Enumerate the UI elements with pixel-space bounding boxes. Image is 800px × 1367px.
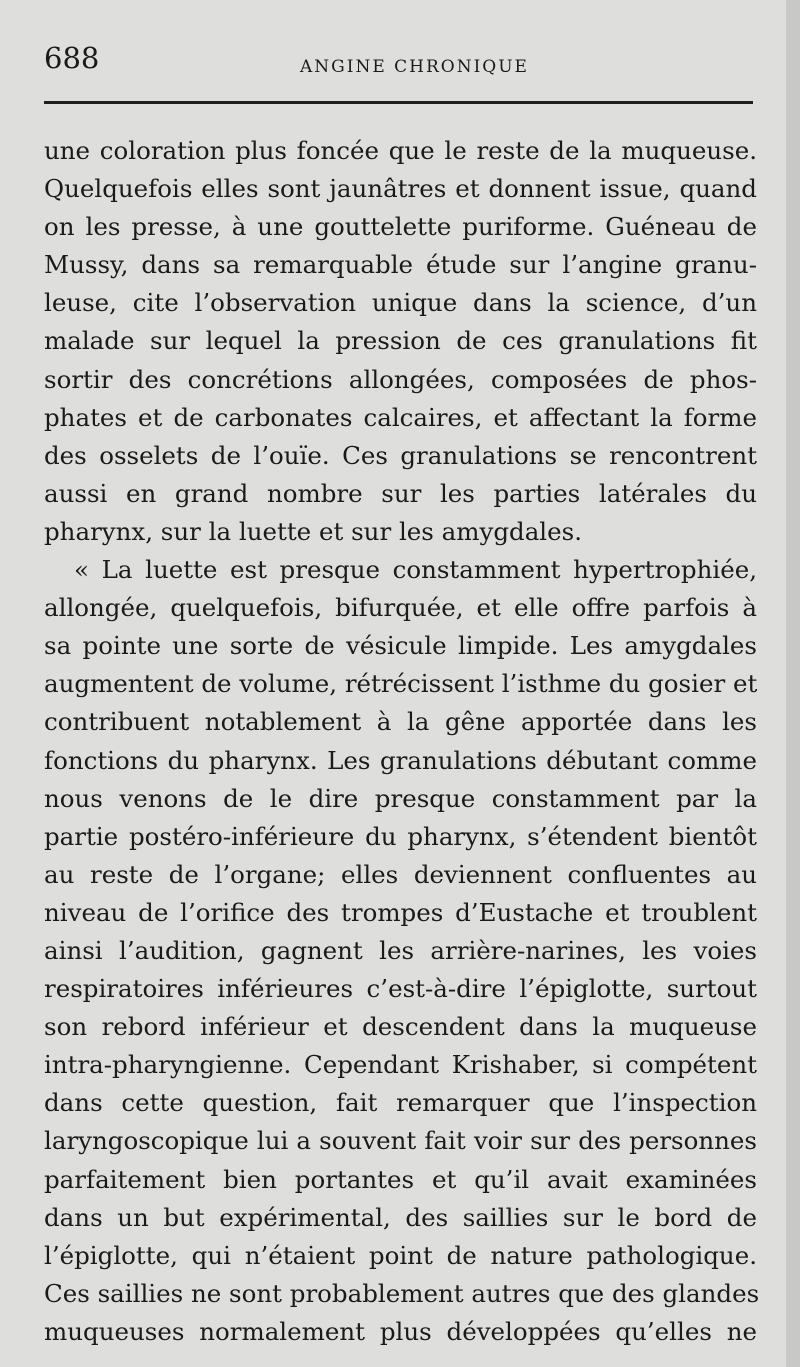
text-line: sa pointe une sorte de vésicule limpide. Les amygdales [44, 631, 757, 661]
text-line: parfaitement bien portantes et qu’il avait examinées [44, 1164, 757, 1194]
paragraph-start-line: « La luette est presque constamment hypertrophiée, [74, 555, 757, 585]
running-title: ANGINE CHRONIQUE [300, 57, 529, 77]
text-line: leuse, cite l’observation unique dans la science, d’un [44, 288, 757, 318]
text-line: malade sur lequel la pression de ces granulations fit [44, 326, 757, 356]
paragraph-end-line: pharynx, sur la luette et sur les amygdales. [44, 516, 582, 546]
text-line: Quelquefois elles sont jaunâtres et donnent issue, quand [44, 174, 757, 204]
page-edge [786, 0, 800, 1367]
text-line: fonctions du pharynx. Les granulations débutant comme [44, 745, 757, 775]
text-line: respiratoires inférieures c’est-à-dire l’épiglotte, surtout [44, 974, 757, 1004]
text-line: l’épiglotte, qui n’étaient point de nature pathologique. [44, 1240, 757, 1270]
text-line: ainsi l’audition, gagnent les arrière-narines, les voies [44, 935, 757, 965]
text-line: Ces saillies ne sont probablement autres que des glandes [44, 1278, 760, 1308]
header-rule [44, 101, 753, 104]
body-text [44, 132, 760, 1351]
text-line: sortir des concrétions allongées, composées de phos- [44, 364, 757, 394]
text-line: niveau de l’orifice des trompes d’Eustache et troublent [44, 897, 757, 927]
text-line: contribuent notablement à la gêne apportée dans les [44, 707, 757, 737]
text-line: des osselets de l’ouïe. Ces granulations se rencontrent [44, 440, 757, 470]
text-line: une coloration plus foncée que le reste de la muqueuse. [44, 136, 757, 165]
text-line: muqueuses normalement plus développées qu’elles ne [44, 1316, 757, 1346]
page-number: 688 [44, 41, 100, 75]
text-line: aussi en grand nombre sur les parties latérales du [44, 478, 757, 508]
text-line: Mussy, dans sa remarquable étude sur l’angine granu- [44, 250, 757, 280]
text-line: au reste de l’organe; elles deviennent confluentes au [44, 859, 757, 889]
text-line: partie postéro-inférieure du pharynx, s’étendent bientôt [44, 821, 757, 851]
text-line: dans un but expérimental, des saillies sur le bord de [44, 1202, 757, 1232]
text-line: augmentent de volume, rétrécissent l’isthme du gosier et [44, 669, 758, 699]
text-line: phates et de carbonates calcaires, et affectant la forme [44, 402, 757, 432]
text-line: dans cette question, fait remarquer que l’inspection [44, 1088, 757, 1118]
text-line: allongée, quelquefois, bifurquée, et elle offre parfois à [44, 593, 757, 623]
text-line: nous venons de le dire presque constamment par la [44, 783, 757, 813]
text-line: son rebord inférieur et descendent dans la muqueuse [44, 1012, 757, 1042]
text-line: intra-pharyngienne. Cependant Krishaber, si compétent [44, 1050, 757, 1080]
text-line: on les presse, à une gouttelette puriforme. Guéneau de [44, 212, 757, 242]
text-line: laryngoscopique lui a souvent fait voir sur des personnes [44, 1126, 757, 1156]
